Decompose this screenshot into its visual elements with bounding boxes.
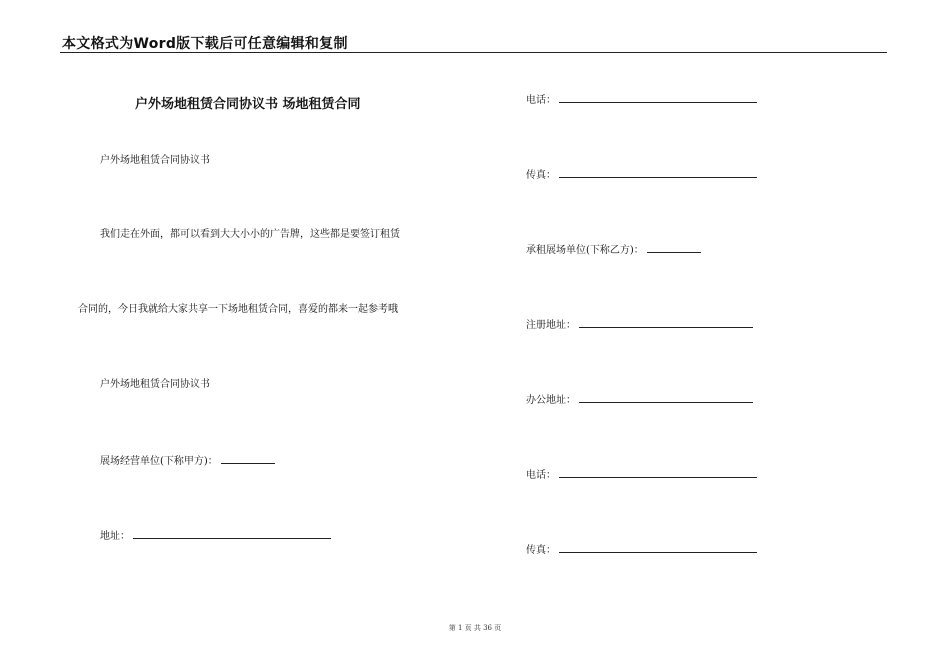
paragraph-heading-1: 户外场地租赁合同协议书	[100, 155, 210, 166]
phone-field-2	[526, 468, 757, 482]
fax-field-2	[526, 543, 757, 557]
fax-label-1: 传真：	[526, 170, 556, 181]
page-number-footer: 第 1 页 共 36 页	[448, 624, 502, 632]
registered-address-field	[526, 318, 753, 332]
fax-field-1	[526, 168, 757, 182]
address-field	[100, 529, 331, 543]
party-a-label: 展场经营单位(下称甲方)：	[100, 456, 218, 467]
document-title: 户外场地租赁合同协议书 场地租赁合同	[135, 97, 361, 112]
phone-blank-1	[559, 93, 757, 103]
banner-divider	[60, 52, 887, 53]
office-address-blank	[579, 393, 753, 403]
address-label: 地址：	[100, 531, 130, 542]
fax-label-2: 传真：	[526, 545, 556, 556]
party-b-field	[526, 243, 701, 257]
party-a-field	[100, 454, 275, 468]
party-b-blank	[647, 243, 701, 253]
phone-blank-2	[559, 468, 757, 478]
fax-blank-1	[559, 168, 757, 178]
phone-field-1	[526, 93, 757, 107]
office-address-label: 办公地址：	[526, 395, 576, 406]
registered-address-blank	[579, 318, 753, 328]
address-blank	[133, 529, 331, 539]
fax-blank-2	[559, 543, 757, 553]
party-a-blank	[221, 454, 275, 464]
document-banner: 本文格式为Word版下载后可任意编辑和复制	[62, 36, 348, 52]
phone-label-2: 电话：	[526, 470, 556, 481]
paragraph-heading-2: 户外场地租赁合同协议书	[100, 379, 210, 390]
registered-address-label: 注册地址：	[526, 320, 576, 331]
paragraph-intro-line-1: 我们走在外面，都可以看到大大小小的广告牌，这些都是要签订租赁	[100, 229, 400, 240]
party-b-label: 承租展场单位(下称乙方)：	[526, 245, 644, 256]
office-address-field	[526, 393, 753, 407]
phone-label-1: 电话：	[526, 95, 556, 106]
paragraph-intro-line-2: 合同的，今日我就给大家共享一下场地租赁合同，喜爱的都来一起参考哦	[78, 304, 398, 315]
